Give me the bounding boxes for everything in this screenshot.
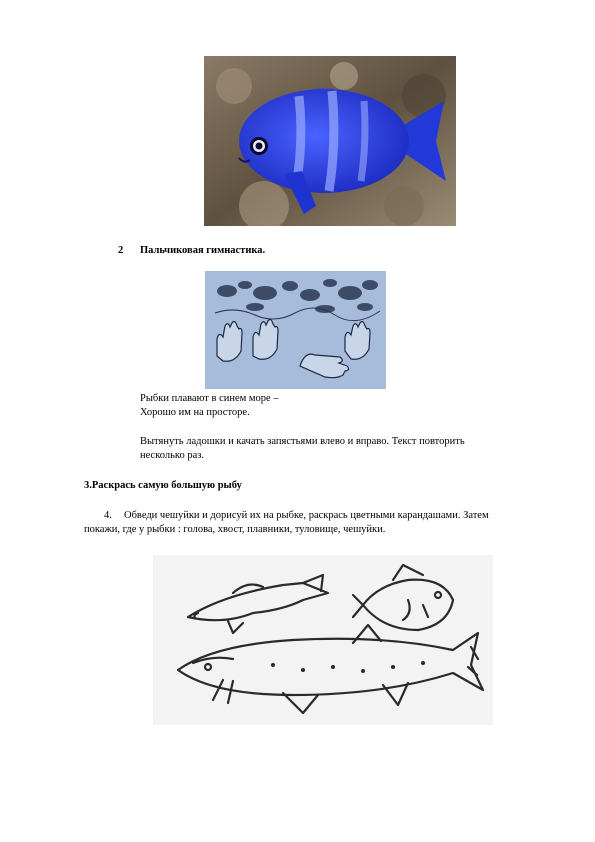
poem-line-1: Рыбки плавают в синем море – [140, 393, 279, 404]
finger-gymnastics-illustration [205, 271, 386, 389]
blue-tang-fish-photo [204, 56, 456, 226]
poem-line-2: Хорошо им на просторе. [140, 407, 250, 418]
section-3-heading: 3.Раскрась самую большую рыбу [84, 480, 242, 491]
section-4-number: 4. [104, 510, 112, 521]
section-4-text-line-1: Обведи чешуйки и дорисуй их на рыбке, раскрась цветными карандашами. Затем [124, 510, 489, 521]
instruction-line-1: Вытянуть ладошки и качать запястьями влево и вправо. Текст повторить [140, 436, 465, 447]
section-2-number: 2 [118, 245, 124, 256]
fish-coloring-illustration [153, 555, 493, 725]
section-4-text-line-2: покажи, где у рыбки : голова, хвост, плавники, туловище, чешуйки. [84, 524, 386, 535]
section-2-heading: Пальчиковая гимнастика. [140, 245, 266, 256]
instruction-line-2: несколько раз. [140, 450, 205, 461]
